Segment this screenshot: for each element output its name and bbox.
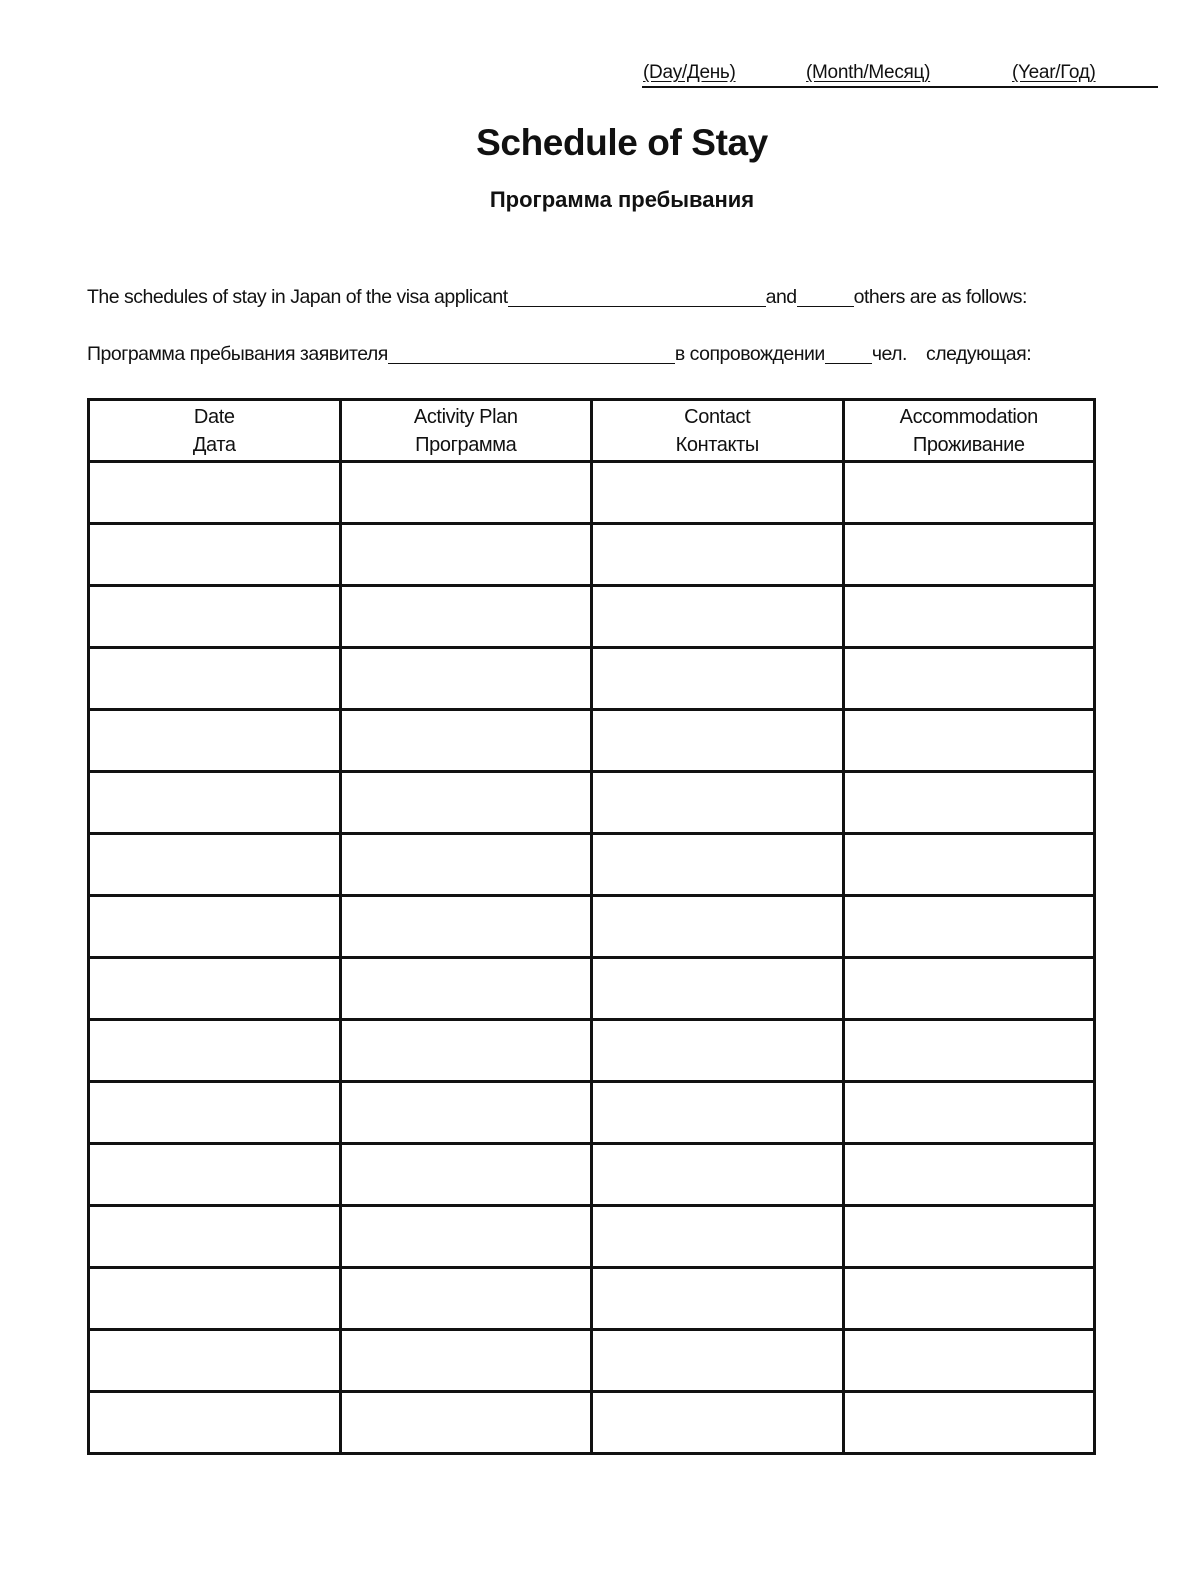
column-header-ru: Контакты [675,433,759,456]
table-row [89,958,1095,1020]
contact-cell[interactable] [592,1020,844,1082]
accommodation-cell[interactable] [843,462,1095,524]
table-header-row [89,400,1095,462]
intro-en-text-2: and [765,286,797,308]
page-subtitle: Программа пребывания [489,187,755,212]
date-line[interactable] [642,62,1158,88]
date-month-label: (Month/Месяц) [806,62,931,83]
activity-plan-cell[interactable] [340,586,592,648]
column-header-activity-plan [340,400,592,462]
table-row [89,1082,1095,1144]
date-year-label: (Year/Год) [1012,62,1096,83]
column-header-contact [592,400,844,462]
column-header-en: Accommodation [899,405,1038,428]
date-cell[interactable] [89,586,341,648]
date-cell[interactable] [89,834,341,896]
date-cell[interactable] [89,524,341,586]
accommodation-cell[interactable] [843,710,1095,772]
intro-ru-text-1: Программа пребывания заявителя [87,343,388,365]
accommodation-cell[interactable] [843,1268,1095,1330]
contact-cell[interactable] [592,1268,844,1330]
date-cell[interactable] [89,1330,341,1392]
date-day-label: (Day/День) [643,62,736,83]
accommodation-cell[interactable] [843,896,1095,958]
schedule-table-body [89,462,1095,1454]
companions-count-field[interactable] [825,343,872,364]
activity-plan-cell[interactable] [340,1082,592,1144]
contact-cell[interactable] [592,1144,844,1206]
date-cell[interactable] [89,1082,341,1144]
date-cell[interactable] [89,1268,341,1330]
table-row [89,1206,1095,1268]
date-cell[interactable] [89,710,341,772]
contact-cell[interactable] [592,586,844,648]
column-header-en: Date [193,405,235,428]
table-row [89,896,1095,958]
table-row [89,1268,1095,1330]
accommodation-cell[interactable] [843,524,1095,586]
activity-plan-cell[interactable] [340,1268,592,1330]
date-cell[interactable] [89,462,341,524]
contact-cell[interactable] [592,896,844,958]
activity-plan-cell[interactable] [340,834,592,896]
intro-ru-text-3: чел. [871,343,907,365]
activity-plan-cell[interactable] [340,524,592,586]
table-row [89,524,1095,586]
activity-plan-cell[interactable] [340,462,592,524]
column-header-ru: Программа [415,433,517,456]
table-row [89,1392,1095,1454]
column-header-en: Activity Plan [413,405,518,428]
intro-english [87,286,1027,309]
intro-ru-text-2: в сопровождении [674,343,825,365]
table-row [89,1330,1095,1392]
others-count-field[interactable] [797,286,854,307]
accommodation-cell[interactable] [843,834,1095,896]
accommodation-cell[interactable] [843,1392,1095,1454]
accommodation-cell[interactable] [843,586,1095,648]
intro-ru-text-4: следующая: [925,343,1032,365]
table-row [89,710,1095,772]
date-cell[interactable] [89,1020,341,1082]
activity-plan-cell[interactable] [340,1020,592,1082]
contact-cell[interactable] [592,772,844,834]
column-header-date [89,400,341,462]
intro-en-text-3: others are as follows: [853,286,1027,308]
activity-plan-cell[interactable] [340,1144,592,1206]
column-header-accommodation [843,400,1095,462]
contact-cell[interactable] [592,1082,844,1144]
table-row [89,462,1095,524]
intro-en-text-1: The schedules of stay in Japan of the visa applicant [87,286,508,308]
table-row [89,1020,1095,1082]
date-cell[interactable] [89,648,341,710]
date-cell[interactable] [89,1144,341,1206]
activity-plan-cell[interactable] [340,896,592,958]
contact-cell[interactable] [592,1392,844,1454]
activity-plan-cell[interactable] [340,1206,592,1268]
activity-plan-cell[interactable] [340,648,592,710]
date-cell[interactable] [89,1392,341,1454]
date-cell[interactable] [89,896,341,958]
activity-plan-cell[interactable] [340,1392,592,1454]
accommodation-cell[interactable] [843,1330,1095,1392]
activity-plan-cell[interactable] [340,1330,592,1392]
table-row [89,586,1095,648]
table-row [89,1144,1095,1206]
contact-cell[interactable] [592,648,844,710]
contact-cell[interactable] [592,462,844,524]
table-row [89,834,1095,896]
accommodation-cell[interactable] [843,648,1095,710]
column-header-ru: Дата [192,433,236,456]
accommodation-cell[interactable] [843,1082,1095,1144]
applicant-name-ru-field[interactable] [388,343,675,364]
accommodation-cell[interactable] [843,772,1095,834]
table-row [89,648,1095,710]
column-header-ru: Проживание [912,433,1025,456]
date-cell[interactable] [89,1206,341,1268]
contact-cell[interactable] [592,710,844,772]
page-title: Schedule of Stay [476,122,768,163]
table-row [89,772,1095,834]
applicant-name-field[interactable] [508,286,766,307]
intro-russian [87,343,1031,366]
date-cell[interactable] [89,958,341,1020]
contact-cell[interactable] [592,1206,844,1268]
contact-cell[interactable] [592,834,844,896]
contact-cell[interactable] [592,958,844,1020]
activity-plan-cell[interactable] [340,958,592,1020]
accommodation-cell[interactable] [843,1206,1095,1268]
accommodation-cell[interactable] [843,1144,1095,1206]
activity-plan-cell[interactable] [340,772,592,834]
contact-cell[interactable] [592,524,844,586]
accommodation-cell[interactable] [843,958,1095,1020]
contact-cell[interactable] [592,1330,844,1392]
date-cell[interactable] [89,772,341,834]
accommodation-cell[interactable] [843,1020,1095,1082]
schedule-table [87,398,1096,1455]
activity-plan-cell[interactable] [340,710,592,772]
column-header-en: Contact [684,405,751,428]
